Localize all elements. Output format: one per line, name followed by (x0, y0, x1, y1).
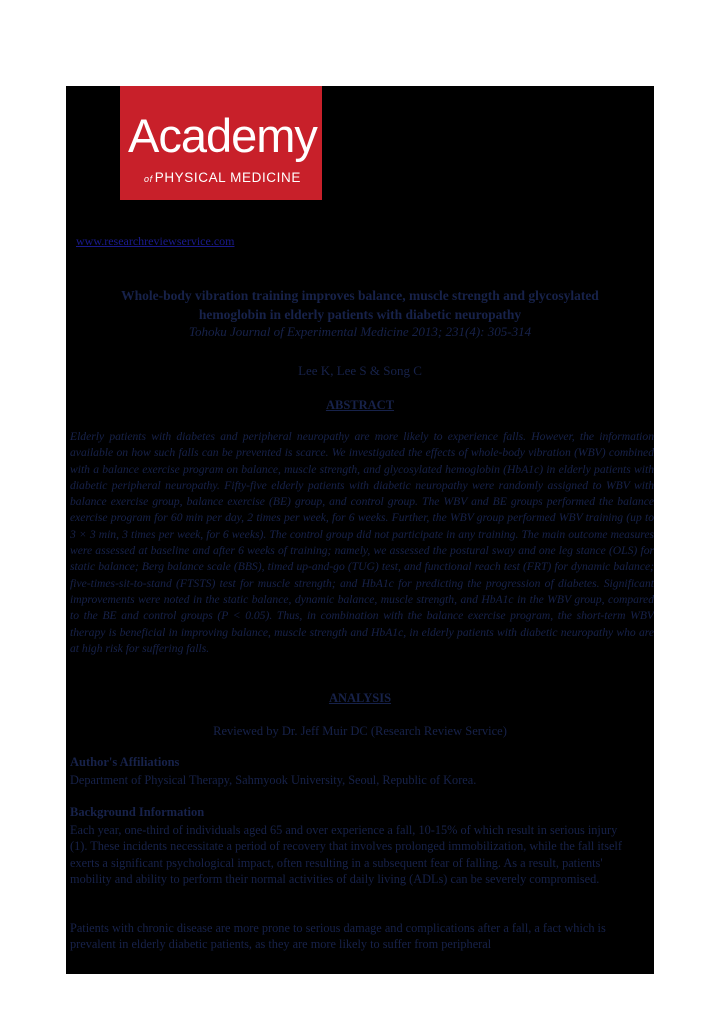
website-link[interactable]: www.researchreviewservice.com (76, 234, 235, 248)
logo-of: of (144, 174, 153, 184)
logo-subtitle (144, 170, 301, 185)
journal-citation: Tohoku Journal of Experimental Medicine 2013; 231(4): 305-314 (188, 324, 532, 339)
affiliations-text: Department of Physical Therapy, Sahmyook University, Seoul, Republic of Korea. (70, 773, 477, 787)
document-page (66, 86, 654, 974)
abstract-text: Elderly patients with diabetes and peripheral neuropathy are more likely to experience falls. However, the information available on how such falls can be prevented is scarce. We investigated the effects of whole-body vibration (WBV) combined with a balance exercise program on balance, muscle strength, and glycosylated hemoglobin (HbA1c) in elderly patients with diabetic peripheral neuropathy. Fifty-five elderly patients with diabetic neuropathy were randomly assigned to WBV with balance exercise group, balance exercise (BE) group, and control group. The WBV and BE groups performed the balance exercise program for 60 min per day, 2 times per week, for 6 weeks. Further, the WBV group performed WBV training (up to 3 × 3 min, 3 times per week, for 6 weeks). The control group did not participate in any training. The main outcome measures were assessed at baseline and after 6 weeks of training; namely, we assessed the postural sway and one leg stance (OLS) for static balance; Berg balance scale (BBS), timed up-and-go (TUG) test, and functional reach test (FRT) for dynamic balance; five-times-sit-to-stand (FTSTS) test for muscle strength; and HbA1c for predicting the progression of diabetes. Significant improvements were noted in the static balance, dynamic balance, muscle strength, and HbA1c in the WBV group, compared to the BE and control groups (P < 0.05). Thus, in combination with the balance exercise program, the short-term WBV therapy is beneficial in improving balance, muscle strength and HbA1c, in elderly patients with diabetic neuropathy who are at high risk for suffering falls. (70, 430, 654, 655)
article-title: Whole-body vibration training improves balance, muscle strength and glycosylated hemoglobin in elderly patients with diabetic neuropathy (121, 288, 599, 322)
background-heading: Background Information (70, 805, 205, 819)
authors: Lee K, Lee S & Song C (298, 363, 422, 378)
background-paragraph-2: Patients with chronic disease are more prone to serious damage and complications after a fall, a fact which is prevalent in elderly diabetic patients, as they are more likely to suffer from peripheral (70, 921, 606, 952)
reviewer-line: Reviewed by Dr. Jeff Muir DC (Research Review Service) (213, 724, 507, 738)
abstract-heading: ABSTRACT (325, 398, 395, 412)
analysis-heading: ANALYSIS (328, 691, 392, 705)
affiliations-heading: Author's Affiliations (70, 755, 180, 769)
logo-subtitle-text: PHYSICAL MEDICINE (154, 170, 301, 185)
background-paragraph-1: Each year, one-third of individuals aged 65 and over experience a fall, 10-15% of which result in serious injury (1). These incidents necessitate a period of recovery that involves prolonged immobilization, while the fall itself exerts a significant psychological impact, often resulting in a subsequent fear of falling. As a result, patients' mobility and ability to perform their normal activities of daily living (ADLs) can be severely compromised. (70, 823, 622, 886)
logo-wordmark: Academy (128, 109, 317, 162)
academy-logo (120, 86, 322, 200)
